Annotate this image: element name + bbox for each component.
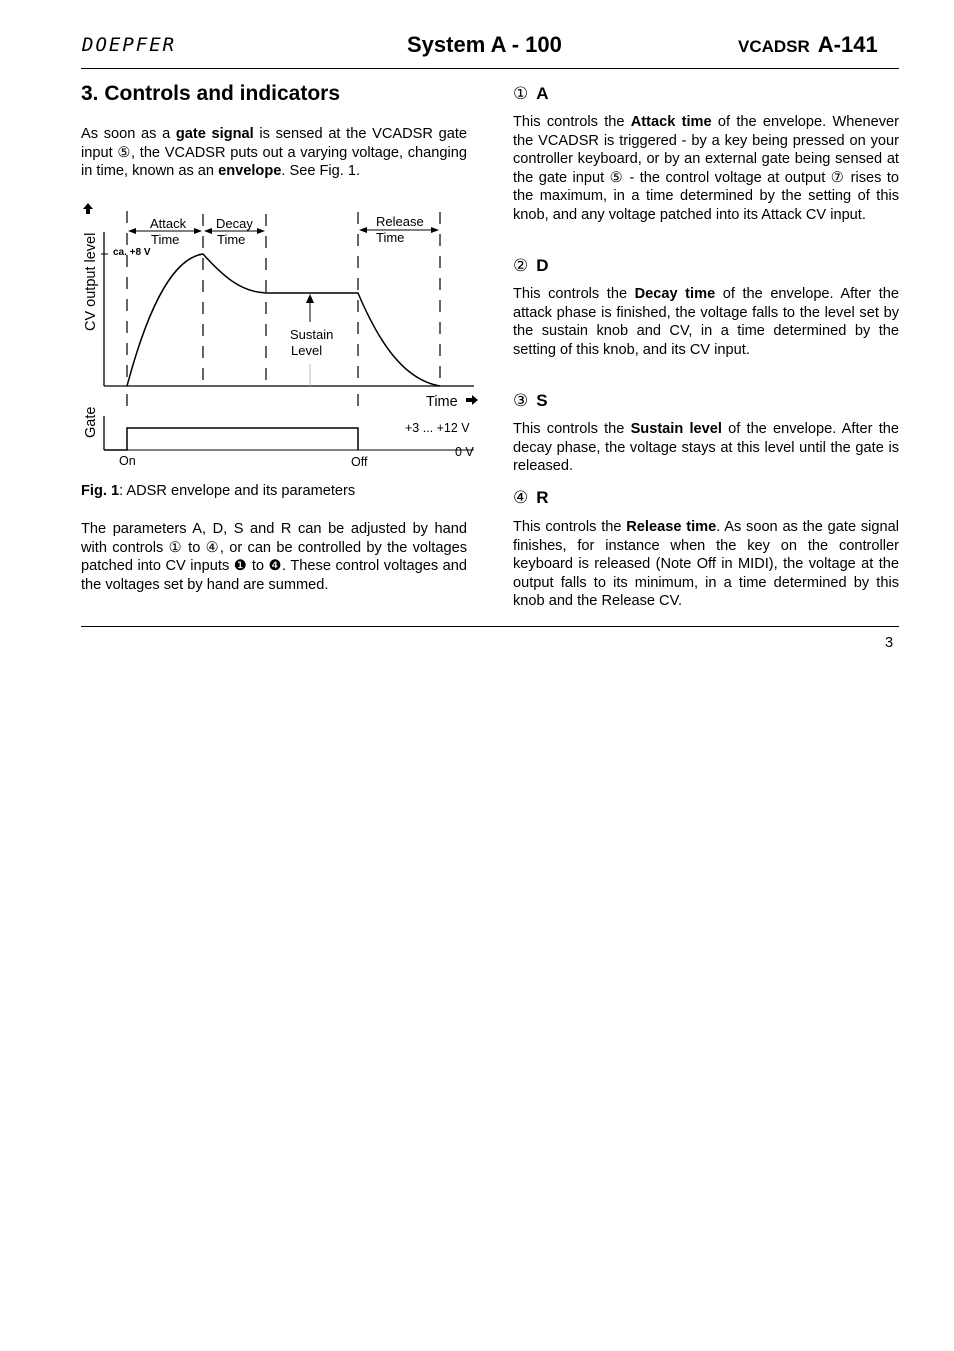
control-r-text: This controls the Release time. As soon as the gate signal finishes, for instance when the key on the controller keyboard is released (Note Off in MIDI), the voltage at the output falls to its minimum, in a time determined by this knob and the Release CV. (513, 519, 899, 610)
gate-pulse (104, 428, 358, 450)
release-label-1: Release (376, 214, 424, 229)
footer-rule (81, 626, 899, 627)
module-id: A-141 (817, 32, 878, 57)
off-label: Off (351, 455, 368, 469)
level-label: ca. +8 V (113, 247, 151, 258)
module-name: VCADSR (738, 37, 810, 56)
control-r-heading: ④ R (513, 488, 549, 507)
control-d-text: This controls the Decay time of the envelope. After the attack phase is finished, the voltage falls to the level set by the sustain knob and CV, in a time determined by the setting of this knob, and its CV input. (513, 286, 900, 358)
up-arrow-icon (83, 203, 93, 214)
sustain-label-1: Sustain (290, 327, 334, 342)
section-title: 3. Controls and indicators (81, 82, 341, 105)
control-a-heading: ① A (513, 84, 549, 103)
figure-caption: Fig. 1: ADSR envelope and its parameters (81, 483, 356, 499)
release-label-2: Time (376, 230, 405, 245)
attack-label-1: Attack (150, 216, 187, 231)
decay-label-1: Decay (216, 216, 253, 231)
cv-axis-label: CV output level (83, 232, 99, 331)
sustain-label-2: Level (291, 343, 323, 358)
on-label: On (119, 454, 136, 468)
module-title (738, 32, 878, 58)
control-d-heading: ② D (513, 256, 549, 275)
brand-logo: DOEPFER (82, 34, 177, 56)
page-number: 3 (885, 635, 894, 651)
right-arrow-icon (466, 395, 478, 405)
control-s-heading: ③ S (513, 391, 548, 410)
intro-paragraph: As soon as a gate signal is sensed at the VCADSR gate input ⑤, the VCADSR puts out a varying voltage, changing in time, known as an envelope. See Fig. 1. (81, 126, 467, 180)
control-a-text: This controls the Attack time of the envelope. Whenever the VCADSR is triggered - by a key being pressed on your controller keyboard, or by an external gate being sensed at the gate input ⑤ - the control voltage at output ⑦ rises to the maximum, in a time determined by the setting of this knob, and any voltage patched into its Attack CV input. (513, 114, 899, 223)
system-title: System A - 100 (407, 32, 562, 57)
envelope-curve (127, 254, 440, 386)
time-label: Time (426, 394, 458, 410)
control-s-text: This controls the Sustain level of the envelope. After the decay phase, the voltage stays at this level until the gate is released. (513, 421, 899, 475)
gate-high-label: +3 ... +12 V (405, 421, 470, 435)
sustain-pointer (306, 294, 314, 303)
gate-axis-label: Gate (83, 406, 99, 438)
params-paragraph: The parameters A, D, S and R can be adjusted by hand with controls ① to ④, or can be controlled by the voltages patched into CV inputs ❶ to ❹. These control voltages and the voltages set by hand are summed. (81, 521, 467, 593)
attack-label-2: Time (151, 232, 180, 247)
gate-low-label: 0 V (455, 445, 474, 459)
adsr-figure (76, 192, 486, 474)
header-rule (81, 68, 899, 69)
decay-label-2: Time (217, 232, 246, 247)
